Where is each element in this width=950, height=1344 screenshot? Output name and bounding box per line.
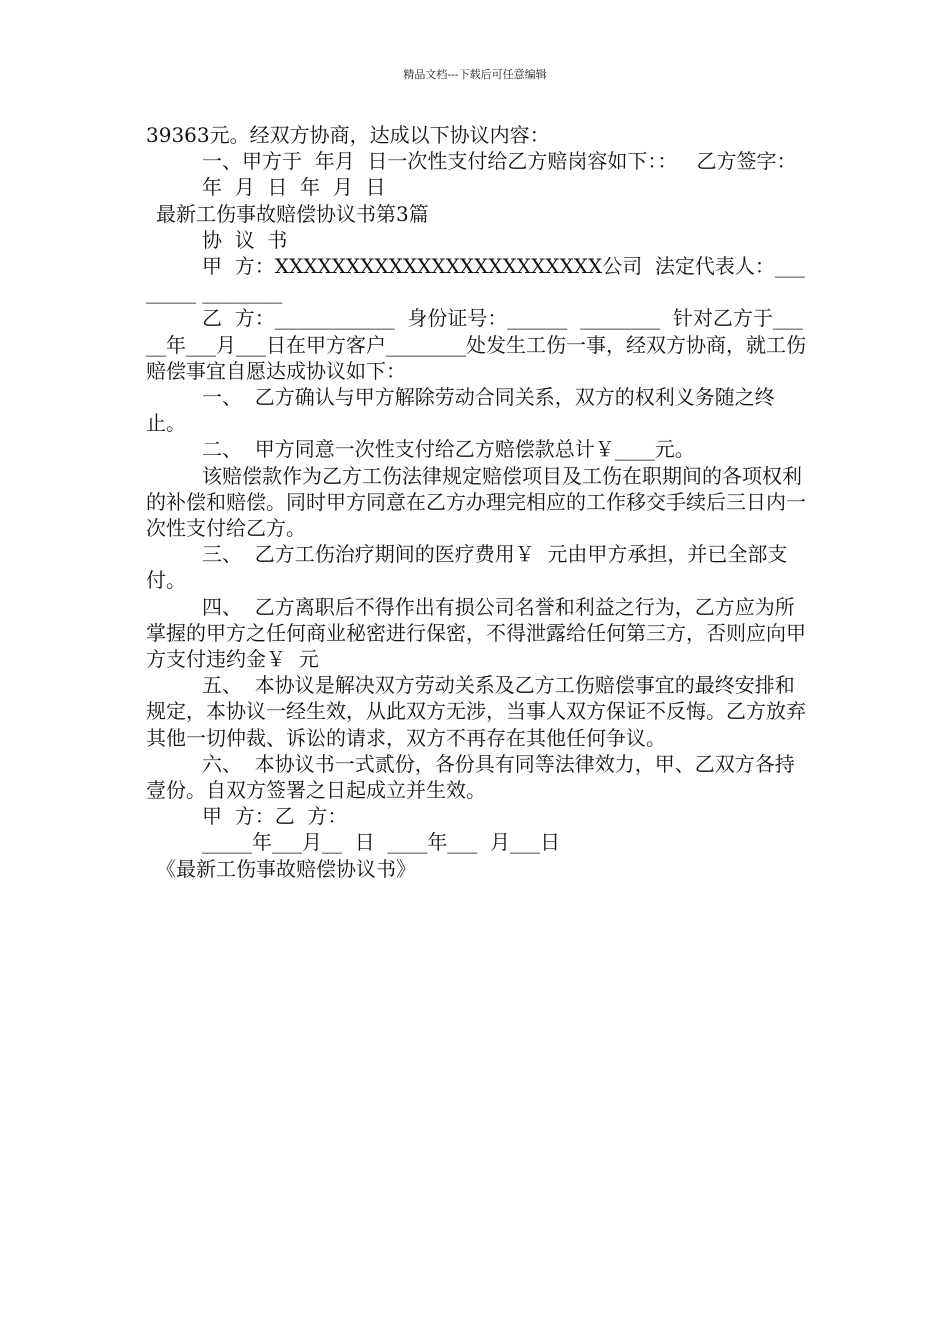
document-line: 协 议 书 [202, 227, 288, 252]
document-line: 四、 乙方离职后不得作出有损公司名誉和利益之行为，乙方应为所掌握的甲方之任何商业秘密进行保密，不得泄露给任何第三方，否则应向甲方支付违约金￥ 元 [146, 594, 806, 672]
document-line: 《最新工伤事故赔偿协议书》 [156, 856, 416, 881]
document-line: 甲 方：乙 方： [202, 804, 348, 829]
document-line: 一、甲方于 年月 日一次性支付给乙方赔岗容如下：： 乙方签字： [202, 149, 797, 174]
document-line: 年 月 日 年 月 日 [202, 175, 386, 200]
page-header: 精品文档---下载后可任意编辑 [403, 68, 547, 81]
document-line: 39363元。经双方协商，达成以下协议内容： [146, 123, 550, 147]
document-line: 该赔偿款作为乙方工伤法律规定赔偿项目及工伤在职期间的各项权利的补偿和赔偿。同时甲方同意在乙方办理完相应的工作移交手续后三日内一次性支付给乙方。 [146, 463, 806, 541]
document-line: 三、 乙方工伤治疗期间的医疗费用￥ 元由甲方承担，并已全部支付。 [146, 542, 788, 593]
document-line: 乙 方：____________ 身份证号：______ ________ 针对乙方于_____年___月___日在甲方客户________处发生工伤一事，经双方协商，就工伤赔偿事宜自愿达成协议如下： [146, 306, 806, 383]
document-body [146, 122, 808, 882]
document-line: 最新工伤事故赔偿协议书第3篇 [156, 201, 429, 226]
document-line: _____年___月__ 日 ____年___ 月___日 [202, 830, 561, 855]
document-line: 甲 方：XXXXXXXXXXXXXXXXXXXXXXX公司 法定代表人：________ ________ [146, 254, 805, 305]
document-line: 一、 乙方确认与甲方解除劳动合同关系，双方的权利义务随之终止。 [146, 385, 775, 436]
document-line: 五、 本协议是解决双方劳动关系及乙方工伤赔偿事宜的最终安排和规定，本协议一经生效，从此双方无涉，当事人双方保证不反悔。乙方放弃其他一切仲裁、诉讼的请求，双方不再存在其他任何争议。 [146, 673, 806, 750]
document-line: 二、 甲方同意一次性支付给乙方赔偿款总计￥____元。 [202, 437, 695, 462]
document-line: 六、 本协议书一式贰份，各份具有同等法律效力，甲、乙双方各持壹份。自双方签署之日起成立并生效。 [146, 751, 795, 803]
